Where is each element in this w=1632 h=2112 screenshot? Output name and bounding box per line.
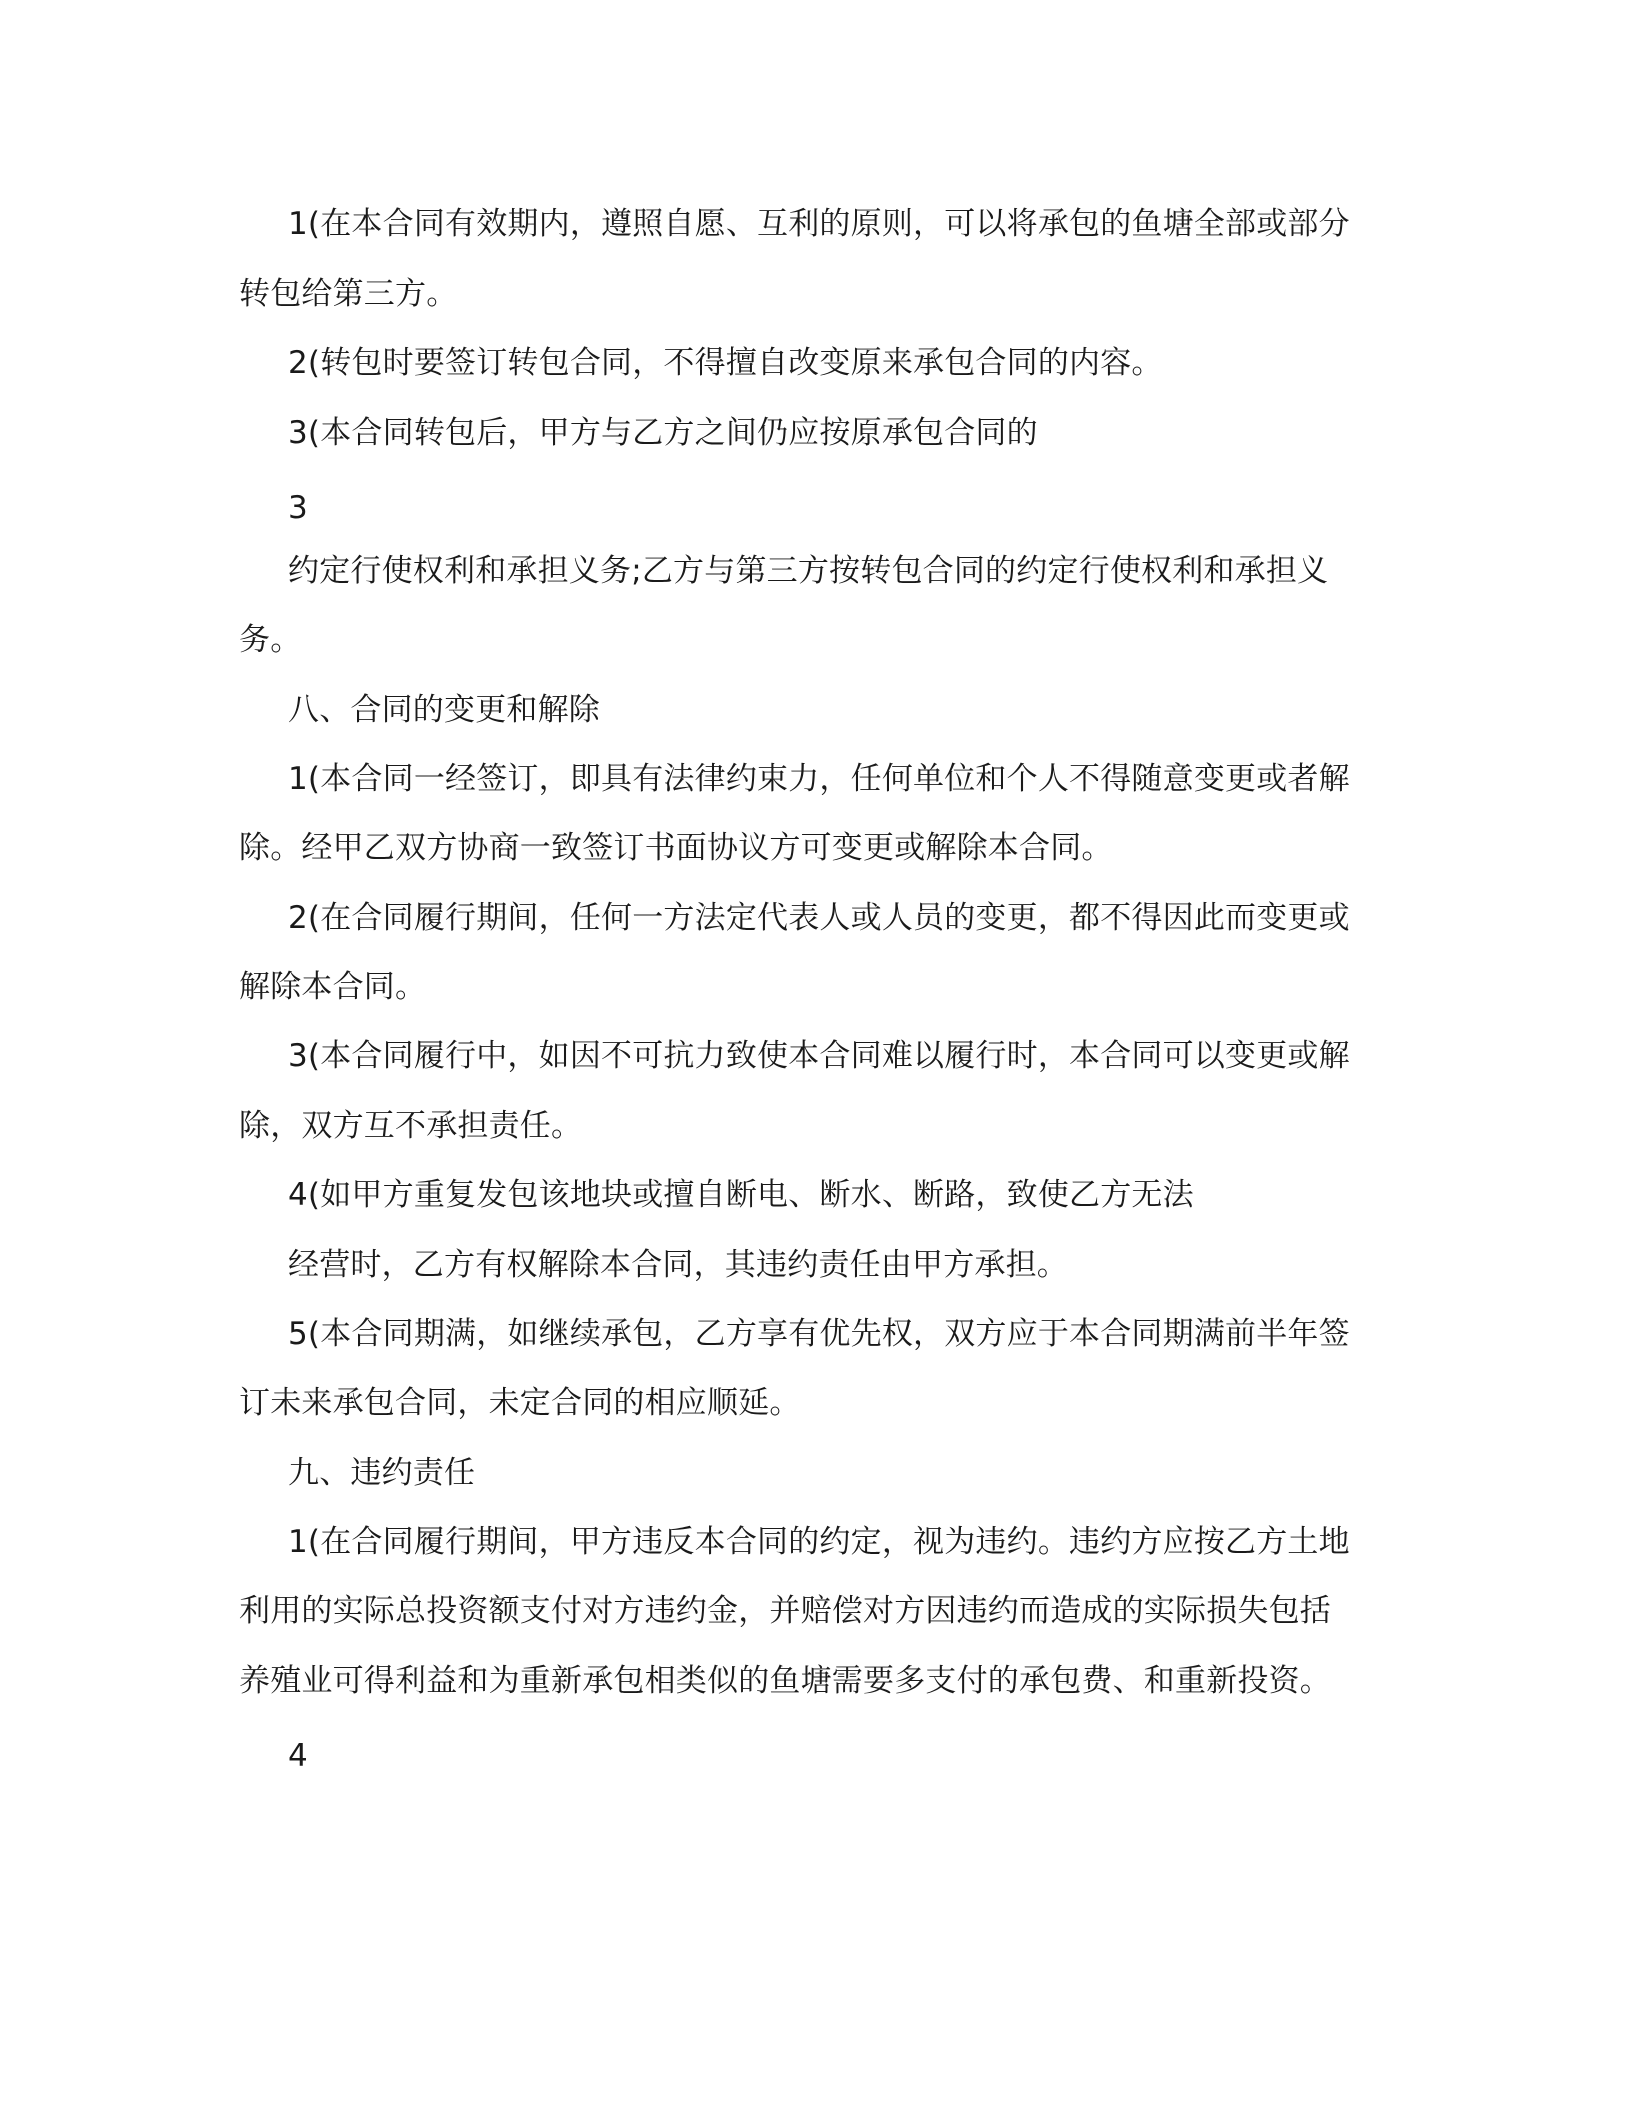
section-heading: 九、违约责任 [288,1455,476,1491]
text-line: 务。 [239,622,302,658]
text-line: 利用的实际总投资额支付对方违约金，并赔偿对方因违约而造成的实际损失包括 [239,1593,1331,1629]
text-line: 1(在本合同有效期内，遵照自愿、互利的原则，可以将承包的鱼塘全部或部分 [288,206,1350,242]
text-line: 约定行使权利和承担义务;乙方与第三方按转包合同的约定行使权利和承担义 [288,553,1329,589]
text-line: 2(转包时要签订转包合同，不得擅自改变原来承包合同的内容。 [288,345,1163,381]
text-line: 3(本合同履行中，如因不可抗力致使本合同难以履行时，本合同可以变更或解 [288,1038,1350,1074]
page-number: 4 [288,1738,308,1774]
text-line: 解除本合同。 [239,969,427,1005]
text-line: 1(在合同履行期间，甲方违反本合同的约定，视为违约。违约方应按乙方土地 [288,1524,1350,1560]
text-line: 订未来承包合同，未定合同的相应顺延。 [239,1385,801,1421]
page-number: 3 [288,490,308,526]
text-line: 5(本合同期满，如继续承包，乙方享有优先权，双方应于本合同期满前半年签 [288,1316,1350,1352]
text-line: 4(如甲方重复发包该地块或擅自断电、断水、断路，致使乙方无法 [288,1177,1194,1213]
text-line: 3(本合同转包后，甲方与乙方之间仍应按原承包合同的 [288,415,1038,451]
text-line: 养殖业可得利益和为重新承包相类似的鱼塘需要多支付的承包费、和重新投资。 [239,1663,1331,1699]
section-heading: 八、合同的变更和解除 [288,692,600,728]
text-line: 2(在合同履行期间，任何一方法定代表人或人员的变更，都不得因此而变更或 [288,900,1350,936]
text-line: 转包给第三方。 [239,276,458,312]
text-line: 除，双方互不承担责任。 [239,1108,583,1144]
text-line: 除。经甲乙双方协商一致签订书面协议方可变更或解除本合同。 [239,830,1113,866]
text-line: 1(本合同一经签订，即具有法律约束力，任何单位和个人不得随意变更或者解 [288,761,1350,797]
text-line: 经营时，乙方有权解除本合同，其违约责任由甲方承担。 [288,1247,1068,1283]
